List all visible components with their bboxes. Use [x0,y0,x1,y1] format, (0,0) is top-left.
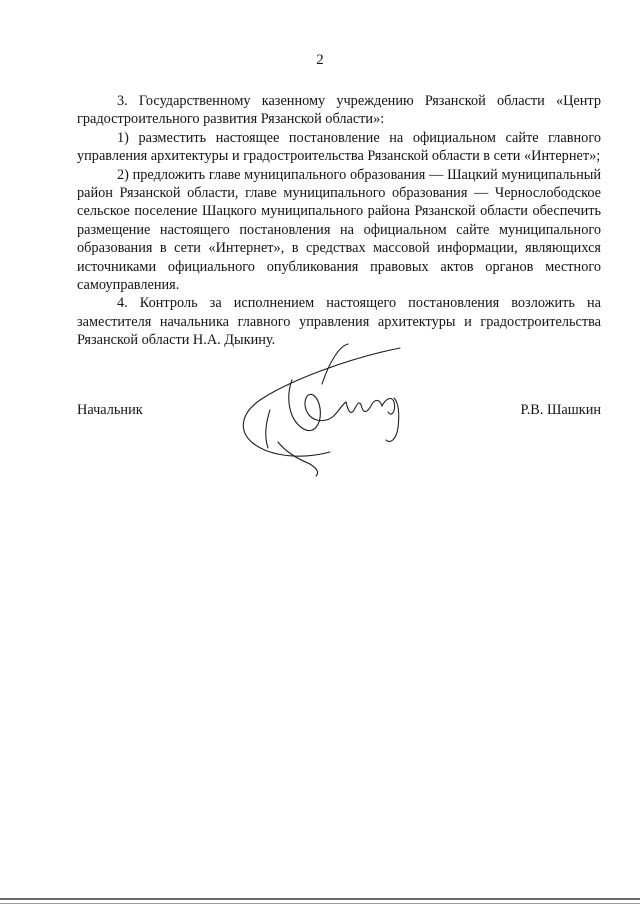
paragraph-item-3: 3. Государственному казенному учреждению Рязанской области «Центр градостроительного развития Рязанской области»: [77,93,601,128]
signature-row [77,402,601,422]
paragraph-item-4: 4. Контроль за исполнением настоящего постановления возложить на заместителя начальника главного управления архитектуры и градостроительства Рязанской области Н.А. Дыкину. [77,295,601,349]
signatory-name: Р.В. Шашкин [520,402,601,418]
signatory-position: Начальник [77,402,143,418]
page-bottom-border-secondary [0,903,640,904]
page-bottom-border [0,898,640,900]
page-number: 2 [316,52,324,68]
paragraph-subitem-1: 1) разместить настоящее постановление на официальном сайте главного управления архитектуры и градостроительства Рязанской области в сети «Интернет»; [77,129,601,165]
paragraph-subitem-2: 2) предложить главе муниципального образования — Шацкий муниципальный район Рязанской области, главе муниципального образования — Чернослободское сельское поселение Шацкого муниципального района Рязанской области обеспечить размещение настоящего постановления на официальном сайте муниципального образования в сети «Интернет», в средствах массовой информации, являющихся источниками официального опубликования правовых актов органов местного самоуправления. [77,166,601,294]
document-body [77,92,601,350]
